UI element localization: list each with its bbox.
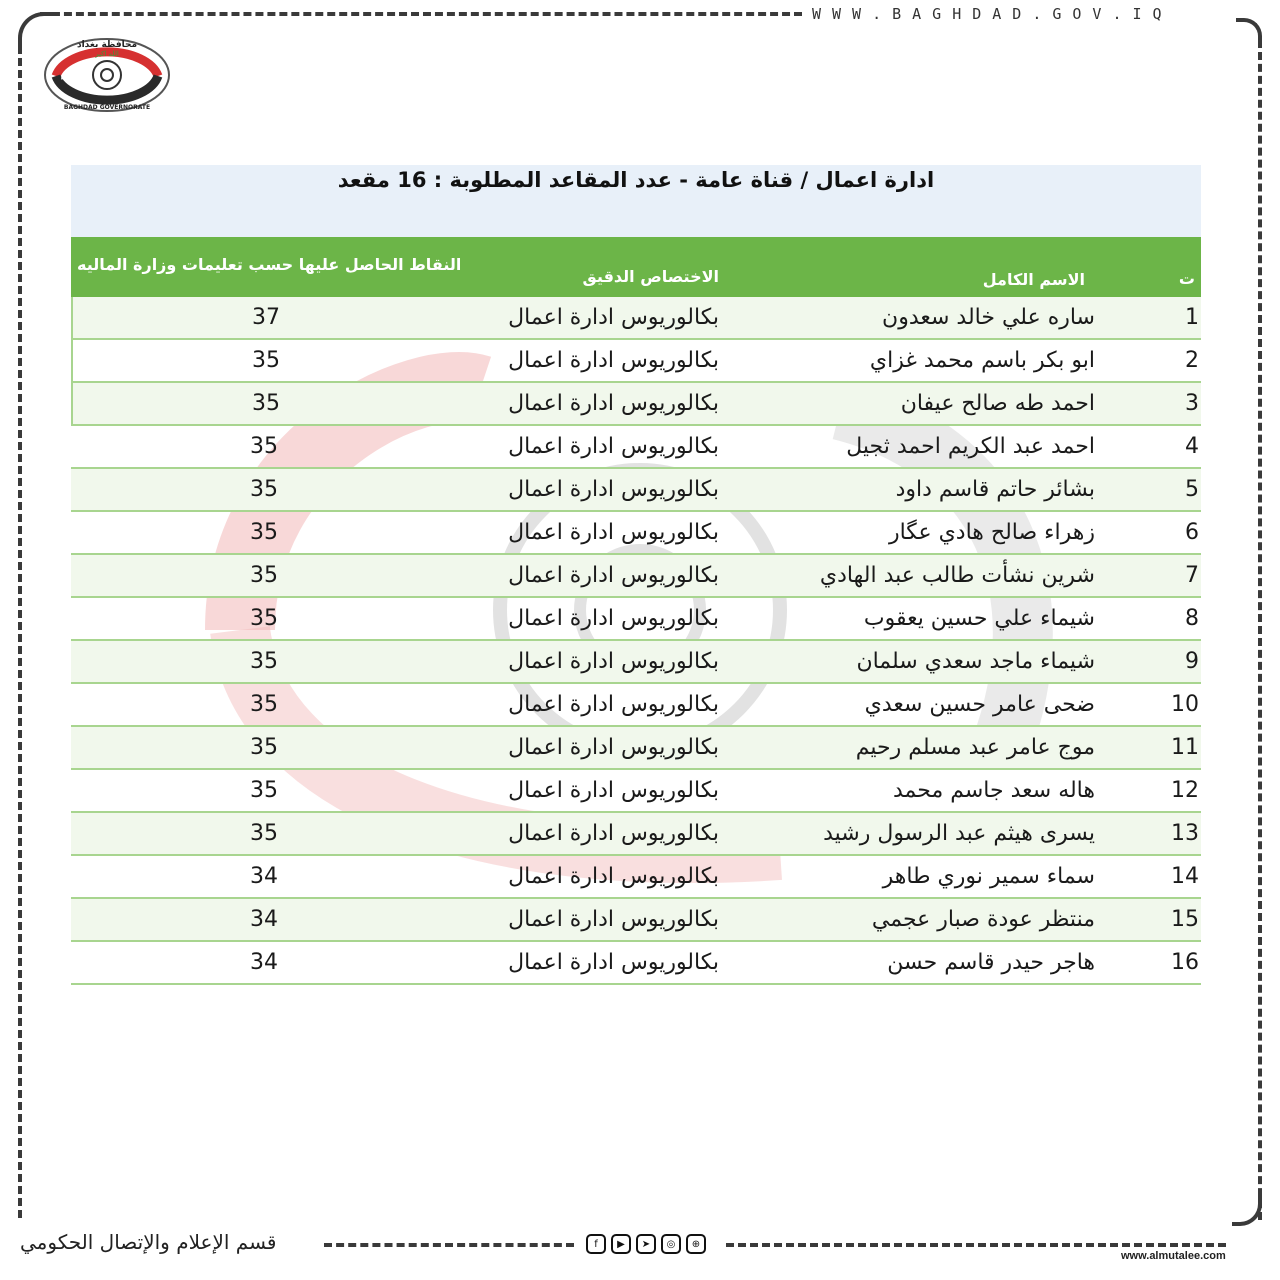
cell-specialization: بكالوريوس ادارة اعمال — [508, 692, 719, 717]
cell-number: 15 — [1171, 907, 1199, 932]
svg-text:مدينة: مدينة — [132, 72, 152, 80]
table-row — [71, 426, 1201, 469]
cell-number: 13 — [1171, 821, 1199, 846]
cell-points: 37 — [252, 305, 280, 330]
instagram-icon[interactable]: ◎ — [661, 1234, 681, 1254]
cell-name: ضحى عامر حسين سعدي — [864, 692, 1095, 717]
cell-name: احمد طه صالح عيفان — [900, 391, 1095, 416]
column-header-name: الاسم الكامل — [982, 270, 1085, 289]
cell-specialization: بكالوريوس ادارة اعمال — [508, 434, 719, 459]
table-header — [71, 237, 1201, 297]
table-row — [71, 770, 1201, 813]
cell-points: 35 — [250, 434, 278, 459]
cell-specialization: بكالوريوس ادارة اعمال — [508, 520, 719, 545]
cell-points: 34 — [250, 907, 278, 932]
svg-text:BAGHDAD GOVERNORATE: BAGHDAD GOVERNORATE — [63, 104, 151, 111]
cell-specialization: بكالوريوس ادارة اعمال — [508, 348, 719, 373]
column-header-specialization: الاختصاص الدقيق — [582, 267, 719, 286]
cell-number: 8 — [1185, 606, 1199, 631]
cell-number: 2 — [1185, 348, 1199, 373]
cell-points: 35 — [252, 391, 280, 416]
facebook-icon[interactable]: f — [586, 1234, 606, 1254]
table-row — [71, 340, 1201, 383]
cell-points: 35 — [250, 821, 278, 846]
cell-specialization: بكالوريوس ادارة اعمال — [508, 391, 719, 416]
cell-name: احمد عبد الكريم احمد ثجيل — [846, 434, 1095, 459]
frame-border-bottom — [726, 1243, 1226, 1247]
table-row — [71, 297, 1201, 340]
cell-number: 16 — [1171, 950, 1199, 975]
table-row — [71, 383, 1201, 426]
column-header-number: ت — [1178, 269, 1195, 288]
table-row — [71, 598, 1201, 641]
table-row — [71, 555, 1201, 598]
cell-specialization: بكالوريوس ادارة اعمال — [508, 821, 719, 846]
cell-points: 35 — [250, 563, 278, 588]
cell-specialization: بكالوريوس ادارة اعمال — [508, 305, 719, 330]
cell-points: 35 — [250, 477, 278, 502]
frame-border-right — [1258, 40, 1262, 1220]
credit-url[interactable]: www.almutalee.com — [1121, 1250, 1226, 1262]
cell-name: هاله سعد جاسم محمد — [892, 778, 1095, 803]
table-row — [71, 813, 1201, 856]
cell-name: هاجر حيدر قاسم حسن — [887, 950, 1095, 975]
cell-name: زهراء صالح هادي عگار — [888, 520, 1095, 545]
table-row — [71, 856, 1201, 899]
table-row — [71, 641, 1201, 684]
cell-points: 35 — [250, 649, 278, 674]
cell-points: 35 — [250, 735, 278, 760]
cell-name: بشائر حاتم قاسم داود — [895, 477, 1095, 502]
cell-specialization: بكالوريوس ادارة اعمال — [508, 563, 719, 588]
cell-number: 3 — [1185, 391, 1199, 416]
frame-border-top — [40, 12, 802, 16]
table-row — [71, 684, 1201, 727]
column-header-points: النقاط الحاصل عليها حسب تعليمات وزارة الماليه — [77, 255, 462, 274]
cell-specialization: بكالوريوس ادارة اعمال — [508, 864, 719, 889]
cell-number: 10 — [1171, 692, 1199, 717]
table-row — [71, 512, 1201, 555]
cell-name: شرين نشأت طالب عبد الهادي — [819, 563, 1095, 588]
frame-border-left — [18, 46, 22, 1218]
table-body — [71, 297, 1201, 985]
cell-points: 35 — [252, 348, 280, 373]
cell-number: 11 — [1171, 735, 1199, 760]
cell-points: 35 — [250, 778, 278, 803]
telegram-icon[interactable]: ➤ — [636, 1234, 656, 1254]
page-title: ادارة اعمال / قناة عامة - عدد المقاعد المطلوبة : 16 مقعد — [337, 168, 935, 192]
cell-number: 7 — [1185, 563, 1199, 588]
cell-number: 12 — [1171, 778, 1199, 803]
cell-points: 35 — [250, 692, 278, 717]
cell-name: منتظر عودة صبار عجمي — [871, 907, 1095, 932]
cell-specialization: بكالوريوس ادارة اعمال — [508, 477, 719, 502]
table-row — [71, 942, 1201, 985]
cell-name: ابو بكر باسم محمد غزاي — [869, 348, 1095, 373]
cell-specialization: بكالوريوس ادارة اعمال — [508, 735, 719, 760]
table-row — [71, 727, 1201, 770]
cell-number: 5 — [1185, 477, 1199, 502]
results-table — [71, 237, 1201, 985]
cell-number: 6 — [1185, 520, 1199, 545]
cell-name: ساره علي خالد سعدون — [882, 305, 1095, 330]
footer-department: قسم الإعلام والإتصال الحكومي — [20, 1230, 277, 1254]
svg-text:الله اكبر: الله اكبر — [95, 50, 119, 58]
cell-name: سماء سمير نوري طاهر — [882, 864, 1095, 889]
table-row — [71, 899, 1201, 942]
cell-number: 4 — [1185, 434, 1199, 459]
cell-specialization: بكالوريوس ادارة اعمال — [508, 649, 719, 674]
globe-icon[interactable]: ⊕ — [686, 1234, 706, 1254]
cell-name: شيماء ماجد سعدي سلمان — [856, 649, 1095, 674]
cell-points: 34 — [250, 864, 278, 889]
frame-border-bottom — [324, 1243, 574, 1247]
cell-name: موج عامر عبد مسلم رحيم — [855, 735, 1095, 760]
social-icons — [586, 1234, 706, 1254]
cell-specialization: بكالوريوس ادارة اعمال — [508, 606, 719, 631]
cell-number: 1 — [1185, 305, 1199, 330]
svg-text:السلام: السلام — [60, 72, 84, 80]
table-row — [71, 469, 1201, 512]
cell-points: 34 — [250, 950, 278, 975]
cell-name: شيماء علي حسين يعقوب — [863, 606, 1095, 631]
cell-points: 35 — [250, 520, 278, 545]
cell-name: يسرى هيثم عبد الرسول رشيد — [823, 821, 1095, 846]
governorate-logo — [42, 36, 172, 114]
svg-text:محافظة بغداد: محافظة بغداد — [76, 40, 138, 50]
cell-number: 14 — [1171, 864, 1199, 889]
frame-corner — [1232, 1196, 1262, 1226]
website-url[interactable]: WWW.BAGHDAD.GOV.IQ — [812, 5, 1173, 23]
youtube-icon[interactable]: ▶ — [611, 1234, 631, 1254]
cell-specialization: بكالوريوس ادارة اعمال — [508, 950, 719, 975]
cell-specialization: بكالوريوس ادارة اعمال — [508, 778, 719, 803]
cell-number: 9 — [1185, 649, 1199, 674]
cell-specialization: بكالوريوس ادارة اعمال — [508, 907, 719, 932]
cell-points: 35 — [250, 606, 278, 631]
